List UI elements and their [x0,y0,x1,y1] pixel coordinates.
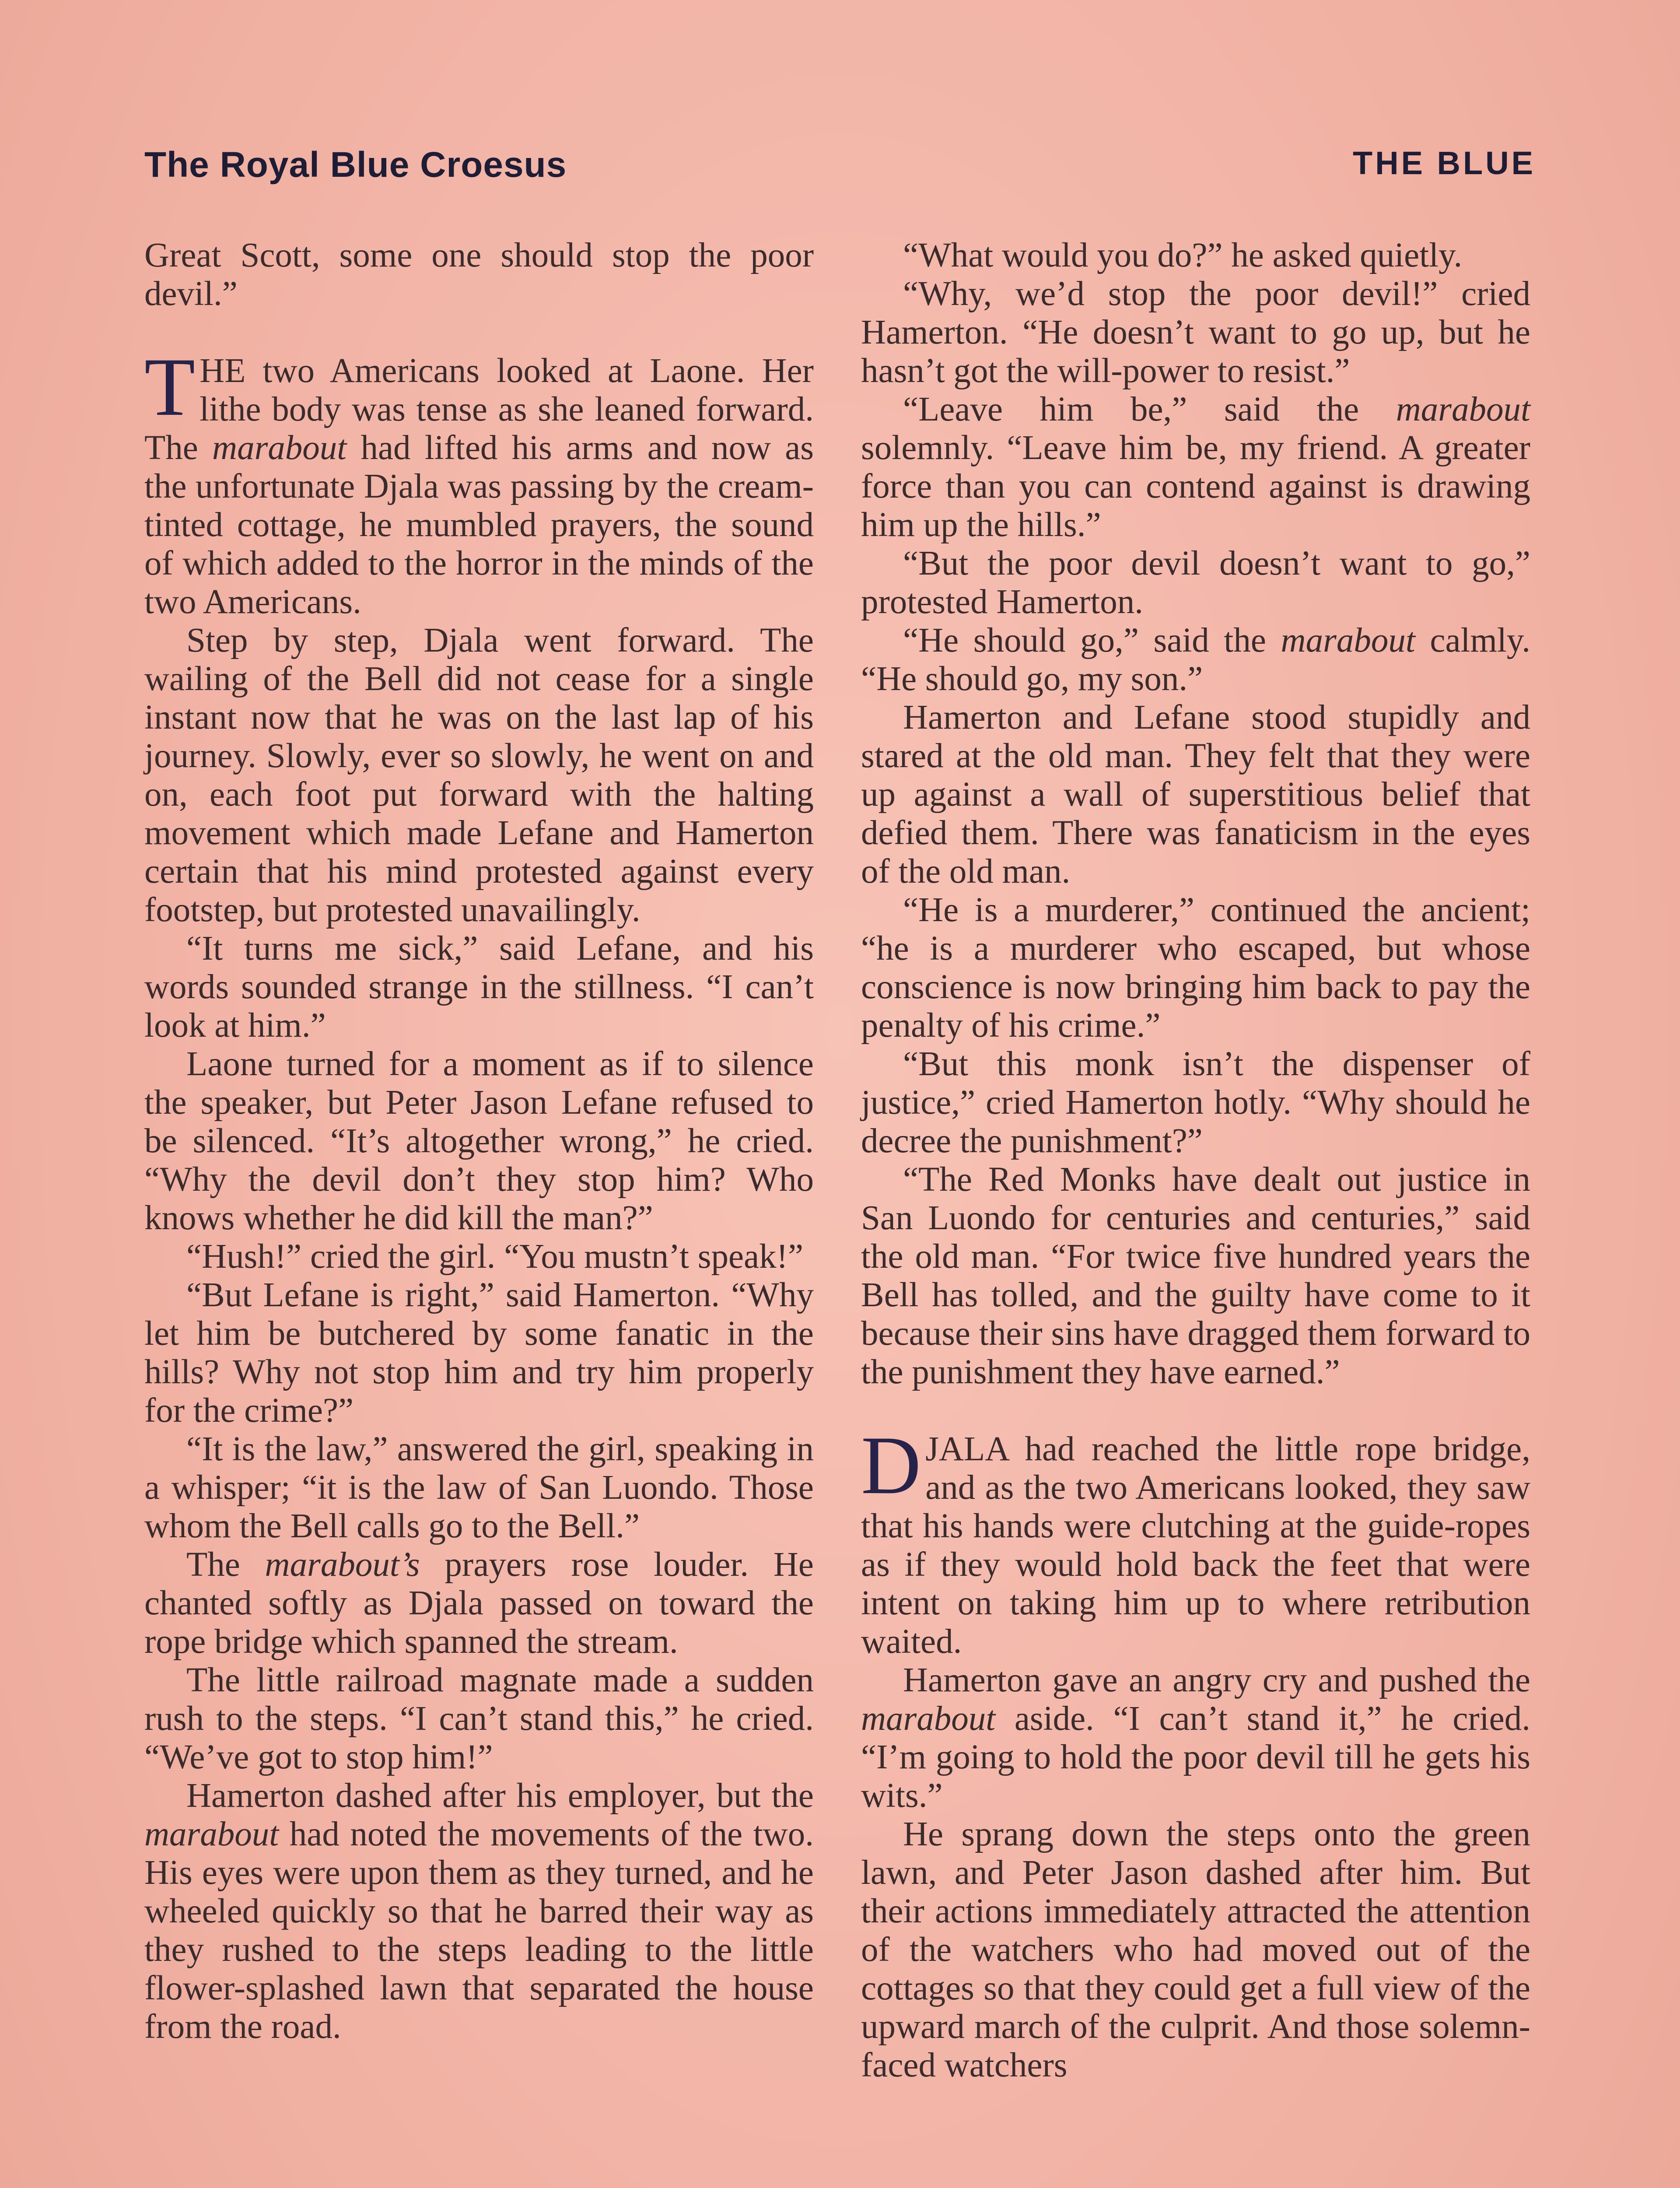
paragraph-text: aside. “I can’t stand it,” he cried. “I’m going to hold the poor devil till he gets his wits.” [861,1700,1530,1815]
paragraph-text: “Leave him be,” said the [903,390,1396,428]
paragraph-with-dropcap [861,1420,1530,1661]
drop-cap: D [861,1420,921,1511]
right-text-column [861,236,1530,2085]
paragraph-text: Hamerton dashed after his employer, but the [186,1777,814,1815]
paragraph: “It is the law,” answered the girl, speaking in a whisper; “it is the law of San Luondo. Those whom the Bell calls go to the Bell.” [144,1430,814,1545]
paragraph [144,1777,814,2046]
magazine-name: THE BLUE [1353,145,1536,181]
paragraph: The little railroad magnate made a sudden rush to the steps. “I can’t stand this,” he cried. “We’ve got to stop him!” [144,1661,814,1776]
italic-term: marabout [861,1700,996,1738]
paragraph-text: JALA had reached the little rope bridge, and as the two Americans looked, they saw that his hands were clutching at the guide-ropes as if they would hold back the feet that were intent on taking him up to where retribution waited. [861,1430,1530,1661]
paragraph-text: Hamerton gave an angry cry and pushed the [903,1661,1530,1699]
paragraph: “It turns me sick,” said Lefane, and his words sounded strange in the stillness. “I can’t look at him.” [144,929,814,1045]
paragraph [861,621,1530,698]
paragraph-with-dropcap [144,341,814,621]
paragraph [144,1546,814,1661]
paragraph: “The Red Monks have dealt out justice in San Luondo for centuries and centuries,” said the old man. “For twice five hundred years the Bell has tolled, and the guilty have come to it because their sins have dragged them forward to the punishment they have earned.” [861,1161,1530,1391]
italic-term: marabout [212,429,347,467]
paragraph: “But Lefane is right,” said Hamerton. “Why let him be butchered by some fanatic in the hills? Why not stop him and try him properly for the crime?” [144,1276,814,1430]
paragraph: Laone turned for a moment as if to silence the speaker, but Peter Jason Lefane refused to be silenced. “It’s altogether wrong,” he cried. “Why the devil don’t they stop him? Who knows whether he did kill the man?” [144,1045,814,1237]
paragraph-text: HE two Americans looked at Laone. Her lithe body was tense as she leaned forward. The [144,352,814,467]
paragraph: Step by step, Djala went forward. The wailing of the Bell did not cease for a single instant now that he was on the last lap of his journey. Slowly, ever so slowly, he went on and on, each foot put forward with the halting movement which made Lefane and Hamerton certain that his mind protested against every footstep, but protested unavailingly. [144,621,814,929]
running-head-title: The Royal Blue Croesus [144,145,567,185]
paragraph: “Why, we’d stop the poor devil!” cried Hamerton. “He doesn’t want to go up, but he hasn’t got the will-power to resist.” [861,275,1530,390]
paragraph-text: prayers rose louder. He chanted softly as Djala passed on toward the rope bridge which spanned the stream. [144,1546,814,1661]
paragraph: Great Scott, some one should stop the poor devil.” [144,236,814,313]
paragraph: “But the poor devil doesn’t want to go,” protested Hamerton. [861,544,1530,621]
italic-term: marabout’s [265,1546,420,1584]
paragraph-text: “He should go,” said the [903,621,1281,659]
paragraph: “What would you do?” he asked quietly. [903,236,1463,274]
left-text-column [144,236,814,2046]
paragraph: Hamerton and Lefane stood stupidly and stared at the old man. They felt that they were up against a wall of superstitious belief that defied them. There was fanaticism in the eyes of the old man. [861,698,1530,891]
paragraph-text: solemnly. “Leave him be, my friend. A greater force than you can contend against is drawing him up the hills.” [861,429,1530,544]
page-header [144,144,1536,197]
paragraph: “Hush!” cried the girl. “You mustn’t speak!” [186,1238,804,1276]
drop-cap: T [144,341,196,433]
italic-term: marabout [1281,621,1415,659]
paragraph: “But this monk isn’t the dispenser of justice,” cried Hamerton hotly. “Why should he decree the punishment?” [861,1045,1530,1160]
paragraph: He sprang down the steps onto the green lawn, and Peter Jason dashed after him. But their actions immediately attracted the attention of the watchers who had moved out of the cottages so that they could get a full view of the upward march of the culprit. And those solemn-faced watchers [861,1815,1530,2084]
paragraph-text: calmly. “He should go, my son.” [861,621,1530,698]
paragraph-text: had noted the movements of the two. His eyes were upon them as they turned, and he wheeled quickly so that he barred their way as they rushed to the steps leading to the little flower-splashed lawn that separated the house from the road. [144,1815,814,2046]
italic-term: marabout [1396,390,1530,428]
paragraph: “He is a murderer,” continued the ancient; “he is a murderer who escaped, but whose conscience is now bringing him back to pay the penalty of his crime.” [861,891,1530,1045]
paragraph-text: The [186,1546,265,1584]
paragraph [861,390,1530,544]
paragraph [861,1661,1530,1815]
italic-term: marabout [144,1815,279,1853]
paragraph-text: had lifted his arms and now as the unfortunate Djala was passing by the cream-tinted cottage, he mumbled prayers, the sound of which added to the horror in the minds of the two Americans. [144,429,814,621]
